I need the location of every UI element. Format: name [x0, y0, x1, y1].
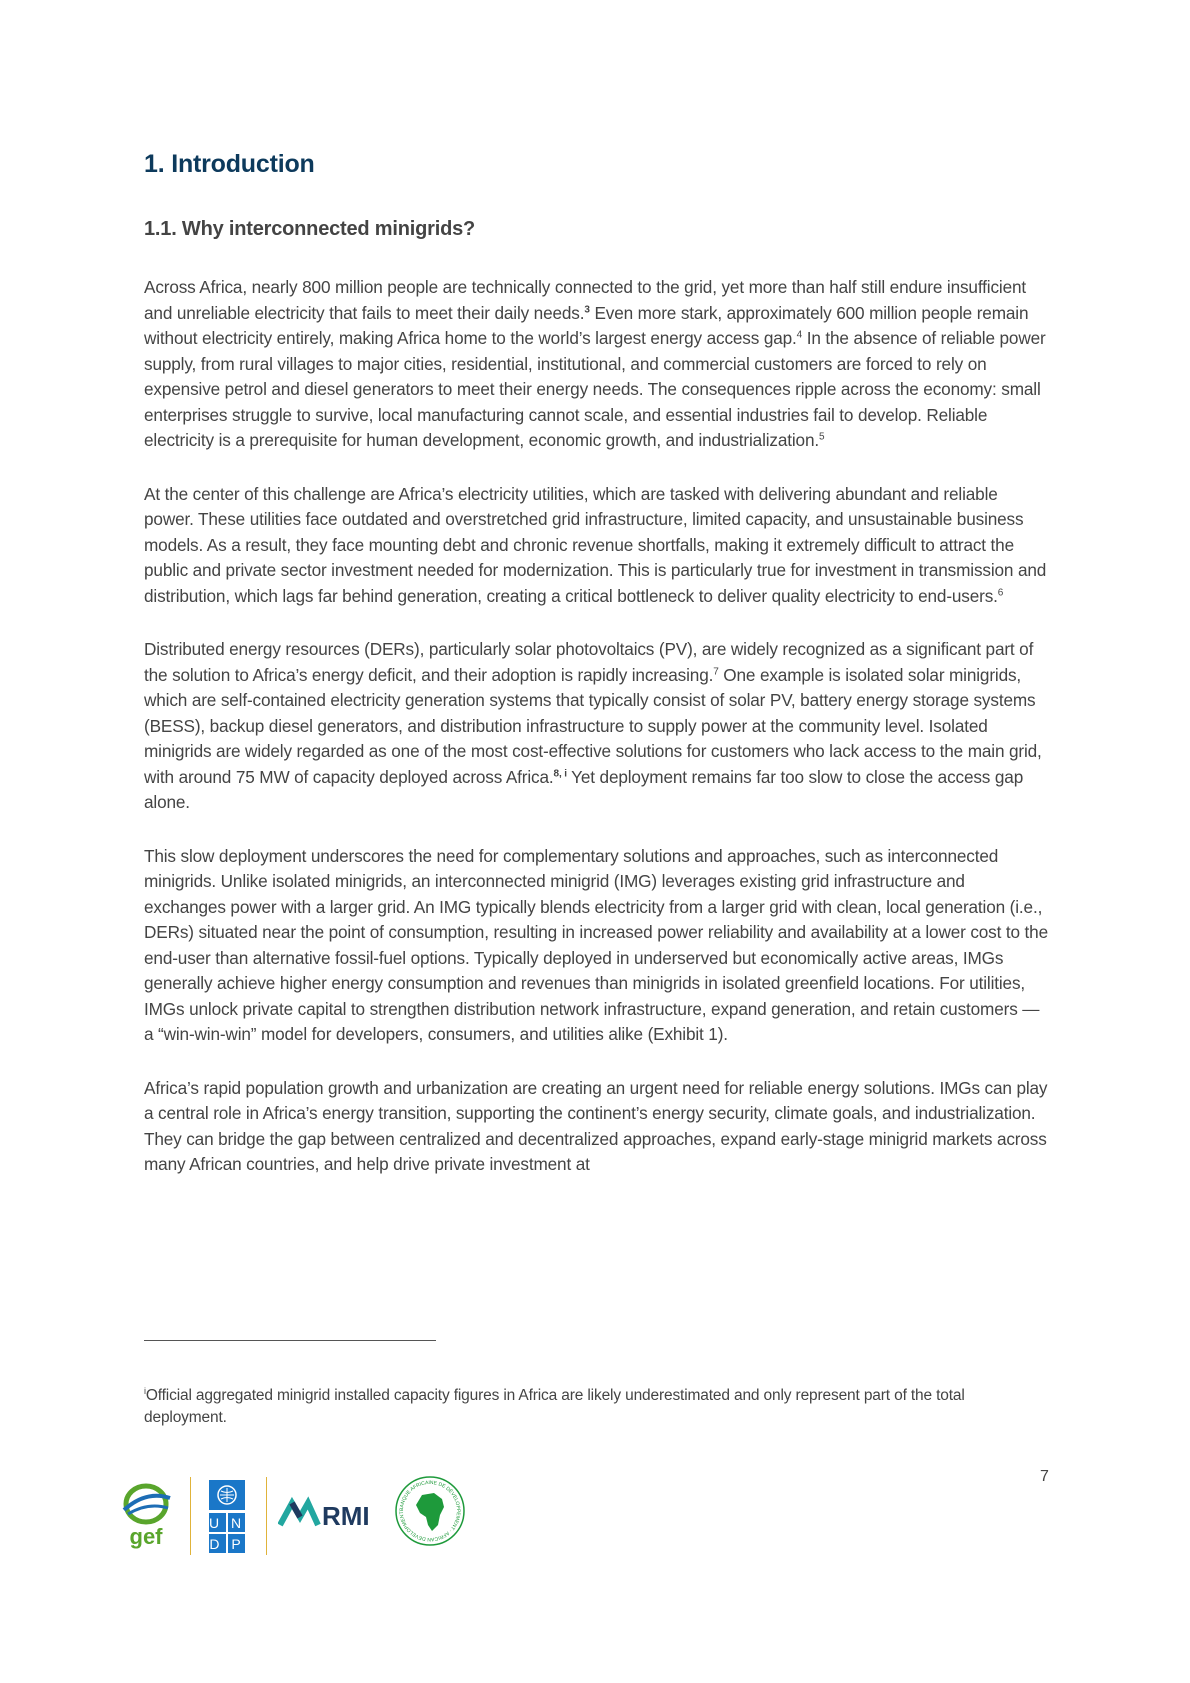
gef-logo: [118, 1480, 174, 1555]
undp-logo: [208, 1480, 246, 1559]
gef-wordmark: gef: [129, 1524, 163, 1549]
paragraph-1-part-c: In the absence of reliable power supply, from rural villages to major cities, residential, institutional, and commercial customers are forced to rely on expensive petrol and diesel generators to meet their energy needs. The consequences ripple across the economy: small enterprises struggle to survive, local manufacturing cannot scale, and essential industries fail to develop. Reliable electricity is a prerequisite for human development, economic growth, and industrialization.: [144, 328, 1046, 450]
logo-separator-1: [190, 1477, 191, 1555]
afdb-ring-text: BANQUE AFRICAINE DE DÉVELOPPEMENT · AFRICAN DEVELOPMENT: [398, 1479, 462, 1543]
armi-emblem-icon: [278, 1495, 384, 1531]
section-heading: 1. Introduction: [144, 150, 315, 178]
paragraph-4: This slow deployment underscores the need for complementary solutions and approaches, such as interconnected minigrids. Unlike isolated minigrids, an interconnected minigrid (IMG) leverages existing grid infrastructure and exchanges power with a larger grid. An IMG typically blends electricity from a larger grid with clean, local generation (i.e., DERs) situated near the point of consumption, resulting in increased power reliability and availability at a lower cost to the end-user than alternative fossil-fuel options. Typically deployed in underserved but economically active areas, IMGs generally achieve higher energy consumption and revenues than minigrids in isolated greenfield locations. For utilities, IMGs unlock private capital to strengthen distribution network infrastructure, expand generation, and retain customers — a “win-win-win” model for developers, consumers, and utilities alike (Exhibit 1).: [144, 845, 1048, 1044]
paragraph-1-part-b: Even more stark, approximately 600 million people remain without electricity entirely, making Africa home to the world’s largest energy access gap.: [144, 302, 1029, 348]
footnote-divider: [144, 1340, 436, 1341]
paragraph-1: [144, 275, 1049, 454]
paragraph-5: Africa’s rapid population growth and urbanization are creating an urgent need for reliable energy solutions. IMGs can play a central role in Africa’s energy transition, supporting the continent’s energy security, climate goals, and industrialization. They can bridge the gap between centralized and decentralized approaches, expand early-stage minigrid markets across many African countries, and help drive private investment at: [144, 1077, 1048, 1174]
paragraph-3-part-a: Distributed energy resources (DERs), particularly solar photovoltaics (PV), are widely recognized as a significant part of the solution to Africa’s energy deficit, and their adoption is rapidly increasing.: [144, 639, 1034, 685]
footnote-marker: i: [144, 1385, 146, 1396]
footnote-ref-7[interactable]: 7: [713, 665, 719, 677]
paragraph-2-text: At the center of this challenge are Africa’s electricity utilities, which are tasked with delivering abundant and reliable power. These utilities face outdated and overstretched grid infrastructure, limited capacity, and unsustainable business models. As a result, they face mounting debt and chronic revenue shortfalls, making it extremely difficult to attract the public and private sector investment needed for modernization. This is particularly true for investment in transmission and distribution, which lags far behind generation, creating a critical bottleneck to deliver quality electricity to end-users.: [144, 483, 1047, 606]
footnote-ref-5[interactable]: 5: [819, 431, 825, 443]
paragraph-3-part-b: One example is isolated solar minigrids, which are self-contained electricity generation systems that typically consist of solar PV, battery energy storage systems (BESS), backup diesel generators, and distribution infrastructure to supply power at the community level. Isolated minigrids are widely regarded as one of the most cost-effective solutions for customers who lack access to the main grid, with around 75 MW of capacity deployed across Africa.: [144, 664, 1042, 787]
page-number: 7: [1040, 1468, 1049, 1485]
footnote-text: Official aggregated minigrid installed capacity figures in Africa are likely underestimated and only represent part of the total deployment.: [144, 1387, 965, 1426]
armi-logo: [278, 1495, 384, 1536]
subsection-heading: 1.1. Why interconnected minigrids?: [144, 218, 476, 240]
partner-logos: [118, 1475, 478, 1560]
body-text: [144, 275, 1049, 1206]
logo-separator-2: [266, 1477, 267, 1555]
footnote: [144, 1385, 1049, 1429]
undp-letters-top: U N: [208, 1515, 246, 1531]
paragraph-3-part-c: Yet deployment remains far too slow to close the access gap alone.: [144, 766, 1024, 812]
paragraph-1-part-a: Across Africa, nearly 800 million people are technically connected to the grid, yet more than half still endure insufficient and unreliable electricity that fails to meet their daily needs.: [144, 277, 1027, 323]
afdb-emblem-icon: [394, 1475, 466, 1547]
afdb-logo: [394, 1475, 466, 1552]
footnote-ref-8-i[interactable]: 8, i: [553, 767, 567, 779]
footnote-ref-4[interactable]: 4: [796, 329, 803, 341]
undp-emblem-icon: [208, 1480, 246, 1554]
footnote-ref-3[interactable]: 3: [584, 303, 590, 315]
paragraph-3: [144, 637, 1049, 816]
paragraph-2: [144, 482, 1049, 610]
undp-letters-bottom: D P: [209, 1536, 245, 1552]
armi-wordmark: RMI: [322, 1501, 370, 1531]
footnote-ref-6[interactable]: 6: [997, 586, 1004, 598]
gef-emblem-icon: [118, 1480, 174, 1550]
